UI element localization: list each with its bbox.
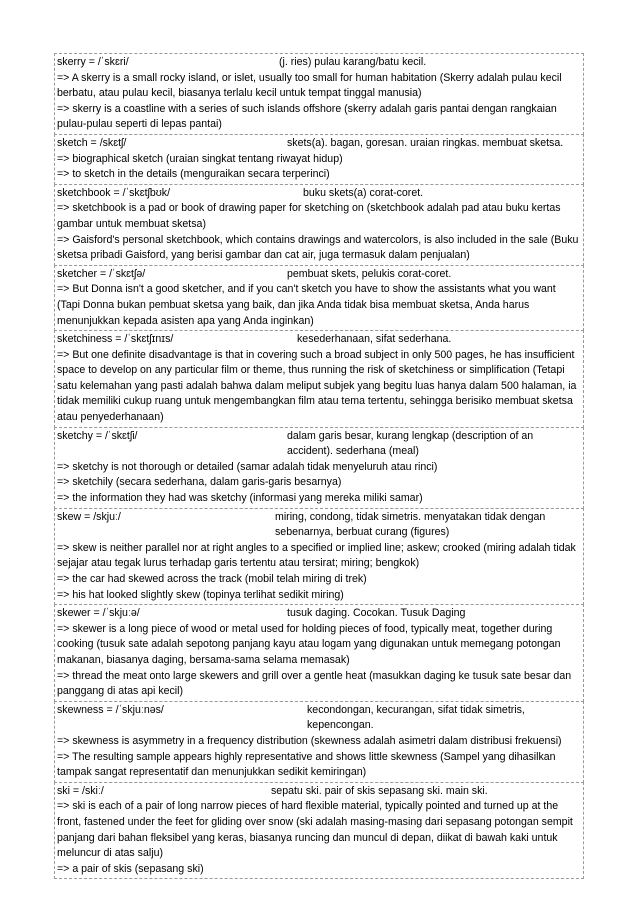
definition: tusuk daging. Cocokan. Tusuk Daging [287, 607, 466, 620]
headword: skewer = /ˈskjuːə/ [57, 607, 140, 620]
definition: miring, condong, tidak simetris. menyatakan tidak dengan sebenarnya, berbuat curang (figures) [275, 510, 546, 539]
headword: skew = /skjuː/ [57, 510, 121, 523]
headword: sketchbook = /ˈskɛtʃbʊk/ [57, 186, 171, 199]
example-line: => the information they had was sketchy (informasi yang mereka miliki samar) [57, 492, 423, 505]
example-line: => sketchy is not thorough or detailed (samar adalah tidak menyeluruh atau rinci) [57, 460, 438, 473]
entry-sketcher [54, 265, 584, 331]
example-line: => skerry is a coastline with a series of such islands offshore (skerry adalah garis pantai dengan rangkaian pulau-pulau seperti di lepas pantai) [57, 102, 557, 131]
headword: skerry = /ˈskɛri/ [57, 56, 129, 68]
entry-skewer [54, 604, 584, 702]
definition: kecondongan, kecurangan, sifat tidak simetris, kepencongan. [307, 703, 525, 732]
definition: pembuat skets, pelukis corat-coret. [287, 267, 452, 280]
example-line: => skewness is asymmetry in a frequency distribution (skewness adalah asimetri dalam distribusi frekuensi) [57, 734, 562, 747]
entry-skew [54, 508, 584, 606]
example-line: => The resulting sample appears highly representative and shows little skewness (Sampel yang dihasilkan tampak sangat representatif dan menunjukkan sedikit kemiringan) [57, 750, 556, 779]
headword: skewness = /ˈskjuːnəs/ [57, 703, 164, 716]
example-line: => skew is neither parallel nor at right angles to a specified or implied line; askew; crooked (miring adalah tidak sejajar atau tegak lurus terhadap garis tertentu atau tersirat; miring; bengkok) [57, 541, 576, 570]
definition: skets(a). bagan, goresan. uraian ringkas. membuat sketsa. [287, 136, 564, 149]
entry-sketchbook [54, 184, 584, 266]
example-line: => A skerry is a small rocky island, or islet, usually too small for human habitation (Skerry adalah pulau kecil berbatu, atau pulau kecil, biasanya terlalu kecil untuk tempat tinggal manusia) [57, 71, 562, 100]
example-line: => ski is each of a pair of long narrow pieces of hard flexible material, typically pointed and turned up at the front, fastened under the feet for gliding over snow (ski adalah masing-masing dari sepasang potongan sempit panjang dari bahan fleksibel yang keras, biasanya runcing dan muncul di depan, diikat di bawah kaki untuk meluncur di atas salju) [57, 800, 573, 860]
dictionary-page [54, 54, 584, 879]
example-line: => But one definite disadvantage is that in covering such a broad subject in only 500 pages, he has insufficient space to develop on any particular film or theme, thus running the risk of sketchiness or simplification (Tetapi satu kelemahan yang pasti adalah bahwa dalam meliput subjek yang begitu luas hanya dalam 500 halaman, ia tidak memiliki cukup ruang untuk mengembangkan film atau tema tertentu, sehingga berisiko membuat sketsa atau penyederhanaan) [57, 348, 577, 424]
example-line: => sketchily (secara sederhana, dalam garis-garis besarnya) [57, 476, 342, 489]
example-line: => biographical sketch (uraian singkat tentang riwayat hidup) [57, 152, 343, 165]
definition: buku skets(a) corat-coret. [303, 186, 424, 199]
example-line: => to sketch in the details (menguraikan secara terperinci) [57, 168, 330, 181]
example-line: => But Donna isn't a good sketcher, and if you can't sketch you have to show the assistants what you want (Tapi Donna bukan pembuat sketsa yang baik, dan jika Anda tidak bisa membuat sketsa, Anda harus menunjukkan kepada asisten apa yang Anda inginkan) [57, 283, 556, 327]
entry-skewness [54, 701, 584, 783]
example-line: => the car had skewed across the track (mobil telah miring di trek) [57, 573, 367, 585]
example-line: => sketchbook is a pad or book of drawing paper for sketching on (sketchbook adalah pad atau buku kertas gambar untuk membuat sketsa) [57, 202, 561, 230]
example-line: => thread the meat onto large skewers and grill over a gentle heat (masukkan daging ke tusuk sate besar dan panggang di atas api kecil) [57, 669, 572, 698]
headword: sketchiness = /ˈskɛtʃɪnɪs/ [57, 333, 174, 346]
example-line: => a pair of skis (sepasang ski) [57, 862, 204, 875]
example-line: => Gaisford's personal sketchbook, which contains drawings and watercolors, is also included in the sale (Buku sketsa pribadi Gaisford, yang berisi gambar dan cat air, juga termasuk dalam penjualan) [57, 233, 579, 262]
example-line: => his hat looked slightly skew (topinya terlihat sedikit miring) [57, 588, 344, 601]
definition: (j. ries) pulau karang/batu kecil. [279, 56, 427, 68]
definition: dalam garis besar, kurang lengkap (description of an accident). sederhana (meal) [287, 429, 534, 458]
headword: sketch = /skɛtʃ/ [57, 136, 127, 149]
headword: sketcher = /ˈskɛtʃə/ [57, 267, 146, 280]
entry-ski [54, 782, 584, 880]
definition: kesederhanaan, sifat sederhana. [297, 333, 452, 346]
headword: ski = /skiː/ [57, 784, 104, 797]
entry-sketchiness [54, 330, 584, 428]
definition: sepatu ski. pair of skis sepasang ski. main ski. [271, 784, 488, 797]
example-line: => skewer is a long piece of wood or metal used for holding pieces of food, typically meat, together during cooking (tusuk sate adalah sepotong panjang kayu atau logam yang digunakan untuk memegang potongan makanan, biasanya daging, bersama-sama selama memasak) [57, 622, 561, 666]
entry-skerry [54, 53, 584, 135]
headword: sketchy = /ˈskɛtʃi/ [57, 429, 138, 442]
entry-sketch [54, 134, 584, 185]
entry-sketchy [54, 427, 584, 509]
